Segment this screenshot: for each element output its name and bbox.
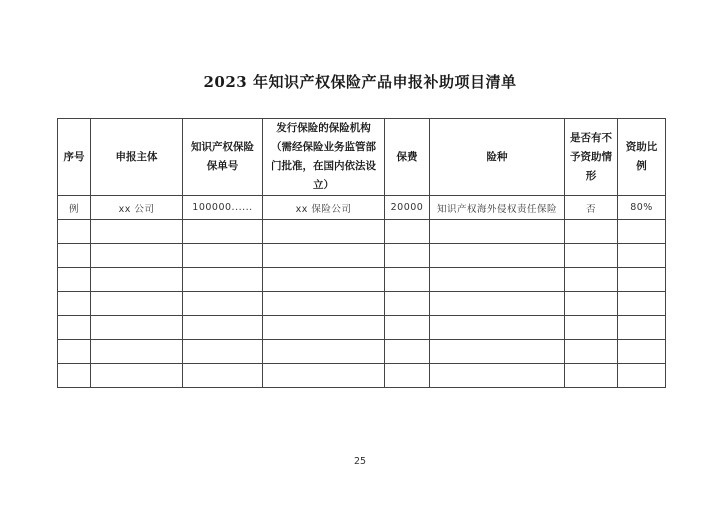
table-row [58, 220, 666, 244]
cell-applicant [91, 316, 183, 340]
cell-insurer [263, 268, 385, 292]
cell-insurer [263, 244, 385, 268]
cell-subsidy-ratio [618, 340, 666, 364]
cell-premium [385, 340, 430, 364]
cell-exclusion: 否 [565, 196, 618, 220]
cell-insurance-type [430, 244, 565, 268]
cell-applicant [91, 292, 183, 316]
cell-serial-number [58, 316, 91, 340]
cell-exclusion [565, 268, 618, 292]
cell-insurer [263, 340, 385, 364]
cell-exclusion [565, 340, 618, 364]
cell-serial-number: 例 [58, 196, 91, 220]
cell-insurance-type [430, 292, 565, 316]
cell-applicant [91, 220, 183, 244]
cell-premium [385, 268, 430, 292]
page-title: 2023 年知识产权保险产品申报补助项目清单 [203, 73, 517, 91]
cell-exclusion [565, 244, 618, 268]
cell-insurance-type [430, 220, 565, 244]
header-applicant: 申报主体 [91, 119, 183, 196]
cell-insurer [263, 292, 385, 316]
cell-policy-number [183, 340, 263, 364]
table-row [58, 244, 666, 268]
cell-subsidy-ratio: 80% [618, 196, 666, 220]
table-row [58, 316, 666, 340]
cell-exclusion [565, 220, 618, 244]
cell-insurance-type [430, 364, 565, 388]
project-list-table [57, 118, 666, 388]
cell-insurer [263, 316, 385, 340]
cell-applicant [91, 364, 183, 388]
cell-insurer [263, 220, 385, 244]
cell-insurance-type: 知识产权海外侵权责任保险 [430, 196, 565, 220]
cell-policy-number: 100000...... [183, 196, 263, 220]
cell-policy-number [183, 364, 263, 388]
cell-subsidy-ratio [618, 220, 666, 244]
cell-premium [385, 316, 430, 340]
cell-premium [385, 292, 430, 316]
header-subsidy-ratio: 资助比例 [618, 119, 666, 196]
page-number: 25 [353, 456, 367, 467]
cell-exclusion [565, 364, 618, 388]
cell-serial-number [58, 364, 91, 388]
cell-applicant [91, 268, 183, 292]
cell-applicant: xx 公司 [91, 196, 183, 220]
header-insurer: 发行保险的保险机构（需经保险业务监管部门批准，在国内依法设立） [263, 119, 385, 196]
cell-subsidy-ratio [618, 364, 666, 388]
table-row [58, 292, 666, 316]
cell-serial-number [58, 340, 91, 364]
cell-exclusion [565, 316, 618, 340]
cell-subsidy-ratio [618, 268, 666, 292]
cell-applicant [91, 244, 183, 268]
cell-insurance-type [430, 316, 565, 340]
table-row [58, 268, 666, 292]
cell-premium [385, 220, 430, 244]
cell-insurer: xx 保险公司 [263, 196, 385, 220]
cell-serial-number [58, 292, 91, 316]
cell-serial-number [58, 220, 91, 244]
header-insurance-type: 险种 [430, 119, 565, 196]
header-serial-number: 序号 [58, 119, 91, 196]
cell-insurer [263, 364, 385, 388]
cell-premium [385, 244, 430, 268]
cell-policy-number [183, 292, 263, 316]
cell-policy-number [183, 268, 263, 292]
cell-insurance-type [430, 340, 565, 364]
cell-premium: 20000 [385, 196, 430, 220]
cell-serial-number [58, 268, 91, 292]
cell-policy-number [183, 244, 263, 268]
cell-serial-number [58, 244, 91, 268]
header-policy-number: 知识产权保险保单号 [183, 119, 263, 196]
cell-insurance-type [430, 268, 565, 292]
header-premium: 保费 [385, 119, 430, 196]
cell-applicant [91, 340, 183, 364]
cell-subsidy-ratio [618, 316, 666, 340]
cell-policy-number [183, 220, 263, 244]
table-row [58, 196, 666, 220]
header-exclusion: 是否有不予资助情形 [565, 119, 618, 196]
table-row [58, 340, 666, 364]
table-row [58, 364, 666, 388]
cell-policy-number [183, 316, 263, 340]
table-header-row [58, 119, 666, 196]
cell-exclusion [565, 292, 618, 316]
cell-premium [385, 364, 430, 388]
cell-subsidy-ratio [618, 244, 666, 268]
cell-subsidy-ratio [618, 292, 666, 316]
